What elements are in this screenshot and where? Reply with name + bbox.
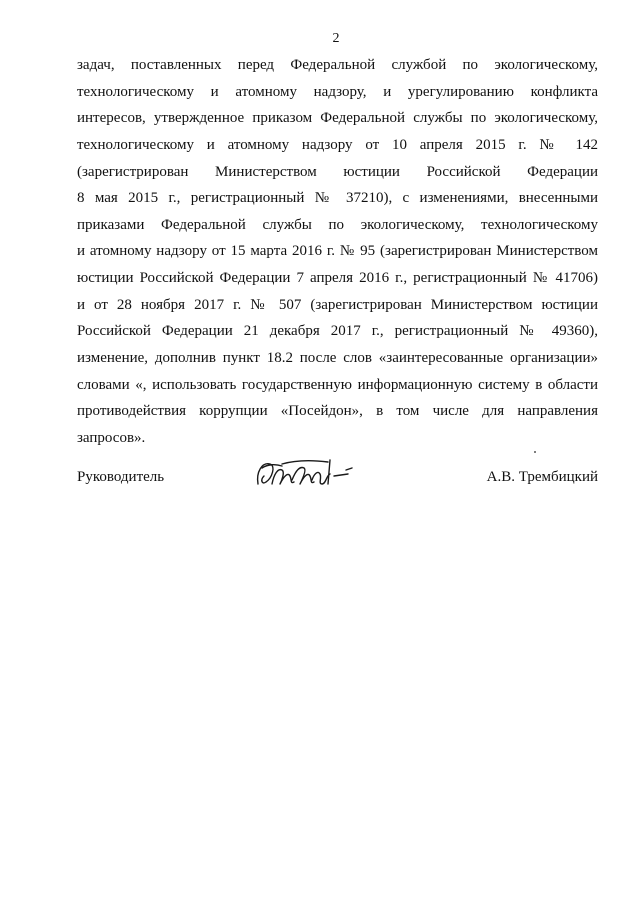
body-line: 8 мая 2015 г., регистрационный № 37210), с изменениями, внесенными [77,190,598,207]
body-line: приказами Федеральной службы по экологическому, технологическому [77,216,598,233]
body-line: словами «, использовать государственную информационную систему в области [77,376,598,393]
body-line: и от 28 ноября 2017 г. № 507 (зарегистрирован Министерством юстиции [77,296,598,313]
signature-block [77,466,598,496]
signatory-name: А.В. Трембицкий [486,469,598,485]
body-line: юстиции Российской Федерации 7 апреля 2016 г., регистрационный № 41706) [77,270,598,287]
signatory-role: Руководитель [77,469,165,485]
handwritten-signature-icon [252,454,362,496]
body-line: противодействия коррупции «Посейдон», в том числе для направления [77,403,598,420]
body-line: (зарегистрирован Министерством юстиции Российской Федерации [77,163,598,180]
body-line: запросов». [77,429,146,446]
body-line: и атомному надзору от 15 марта 2016 г. № 95 (зарегистрирован Министерством [77,243,598,260]
body-line: технологическому и атомному надзору, и урегулированию конфликта [77,83,598,100]
body-text [77,52,598,452]
body-line: Российской Федерации 21 декабря 2017 г., регистрационный № 49360), [77,323,598,340]
body-line: технологическому и атомному надзору от 10 апреля 2015 г. № 142 [77,136,598,153]
body-line: задач, поставленных перед Федеральной службой по экологическому, [77,57,598,73]
body-line: интересов, утвержденное приказом Федеральной службы по экологическому, [77,110,598,127]
body-line: изменение, дополнив пункт 18.2 после слов «заинтересованные организации» [77,350,598,367]
scan-speck [534,451,536,453]
page-number: 2 [332,31,340,46]
